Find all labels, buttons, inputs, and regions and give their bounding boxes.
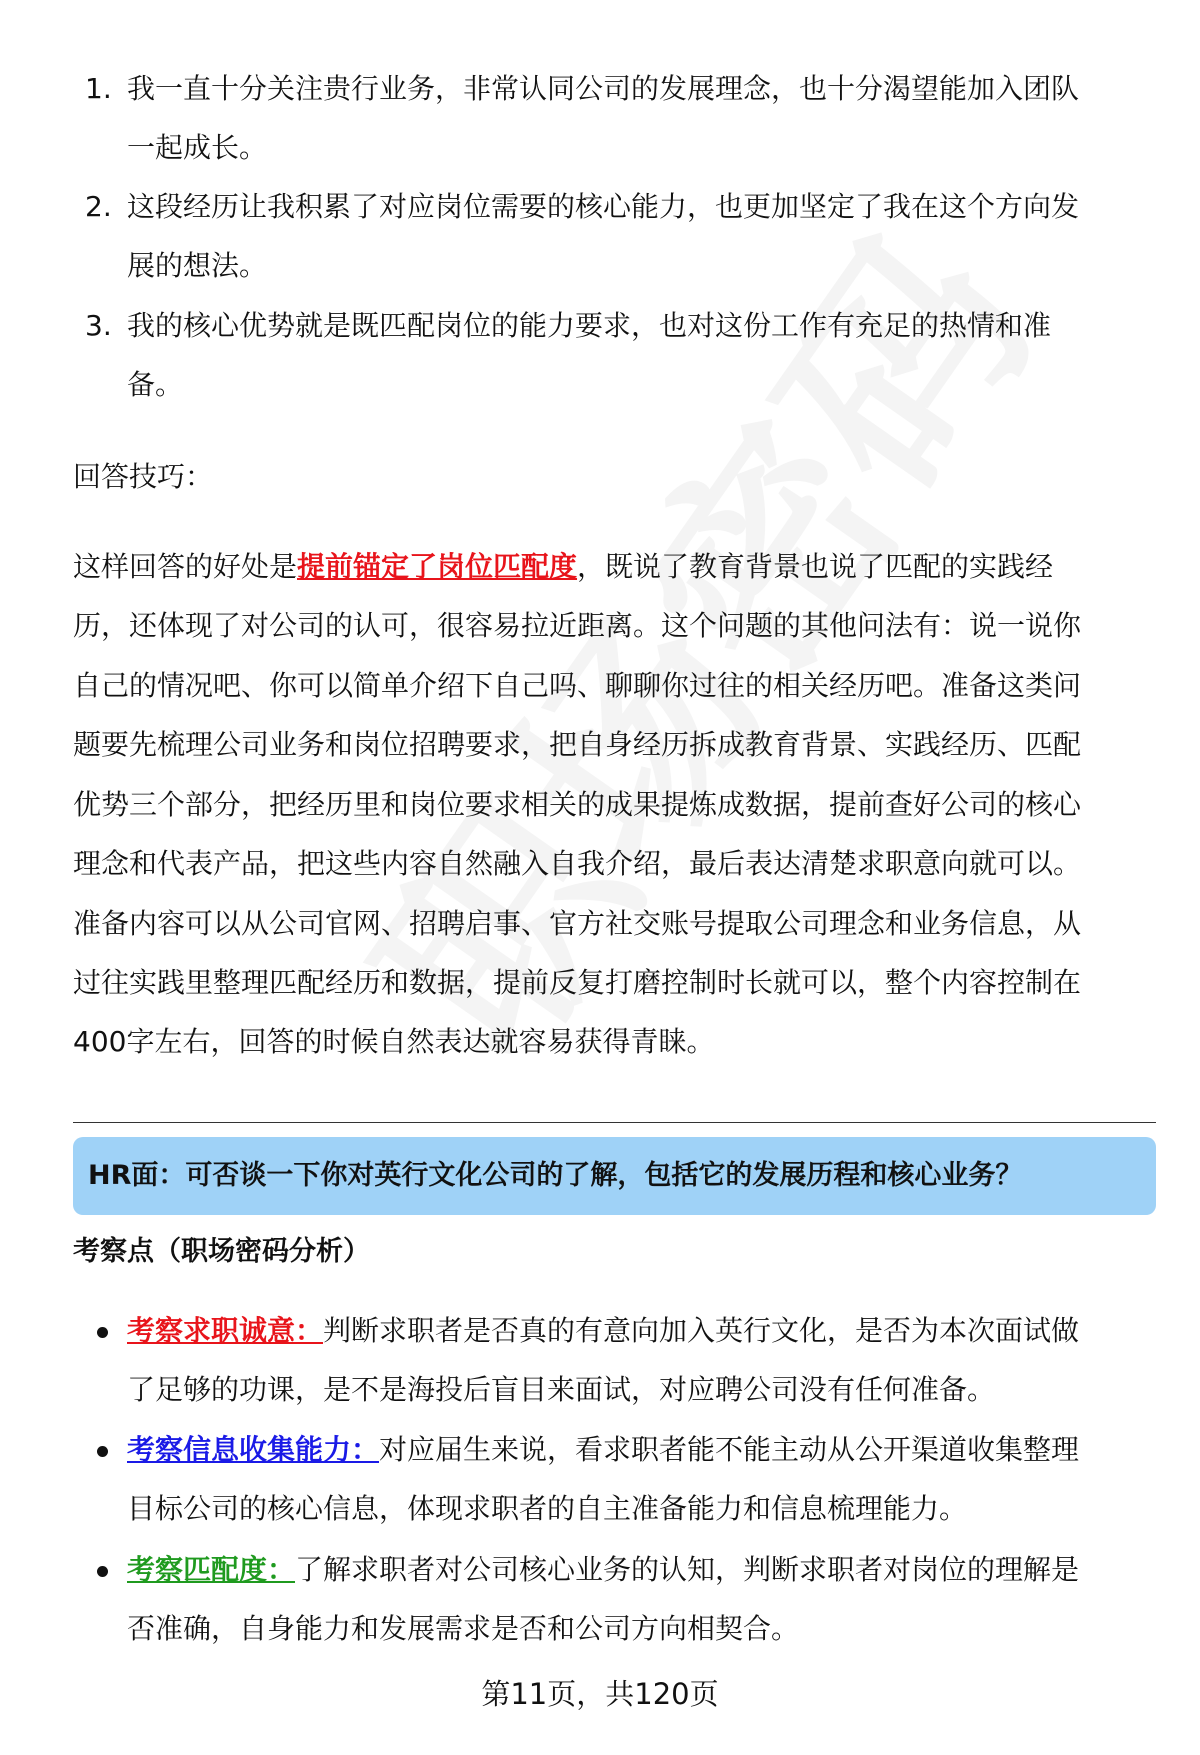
tips-prefix: 这样回答的好处是: [73, 550, 298, 583]
list-number: 1.: [85, 72, 112, 105]
points-heading: 考察点（职场密码分析）: [73, 1236, 370, 1267]
tips-suffix: ，既说了教育背景也说了匹配的实践经: [577, 550, 1054, 583]
tips-line: 优势三个部分，把经历里和岗位要求相关的成果提炼成数据，提前查好公司的核心: [73, 788, 1082, 821]
tips-line: 理念和代表产品，把这些内容自然融入自我介绍，最后表达清楚求职意向就可以。: [73, 847, 1082, 880]
point-label: 考察求职诚意：: [127, 1314, 324, 1347]
point-line: [127, 1552, 1079, 1588]
point-text: 判断求职者是否真的有意向加入英行文化，是否为本次面试做: [323, 1314, 1080, 1347]
tips-line: 准备内容可以从公司官网、招聘启事、官方社交账号提取公司理念和业务信息，从: [73, 907, 1082, 940]
question-text: HR面：可否谈一下你对英行文化公司的了解，包括它的发展历程和核心业务？: [88, 1160, 1023, 1191]
list-item-text: 这段经历让我积累了对应岗位需要的核心能力，也更加坚定了我在这个方向发: [127, 190, 1080, 223]
tips-highlight: 提前锚定了岗位匹配度: [297, 550, 578, 583]
point-line: 否准确，自身能力和发展需求是否和公司方向相契合。: [127, 1612, 800, 1645]
tips-line: [73, 549, 1053, 585]
bullet-icon: [97, 1446, 108, 1457]
point-label: 考察匹配度：: [127, 1553, 296, 1586]
bullet-icon: [97, 1327, 108, 1338]
list-item-text: 备。: [127, 368, 184, 401]
list-number: 2.: [85, 190, 112, 223]
point-line: [127, 1432, 1079, 1468]
list-item-text: 一起成长。: [127, 131, 268, 164]
tips-line: 题要先梳理公司业务和岗位招聘要求，把自身经历拆成教育背景、实践经历、匹配: [73, 728, 1082, 761]
point-line: [127, 1313, 1079, 1349]
tips-line: 自己的情况吧、你可以简单介绍下自己吗、聊聊你过往的相关经历吧。准备这类问: [73, 669, 1082, 702]
point-line: 了足够的功课，是不是海投后盲目来面试，对应聘公司没有任何准备。: [127, 1373, 996, 1406]
point-line: 目标公司的核心信息，体现求职者的自主准备能力和信息梳理能力。: [127, 1492, 968, 1525]
list-number: 3.: [85, 309, 112, 342]
point-text: 了解求职者对公司核心业务的认知，判断求职者对岗位的理解是: [295, 1553, 1080, 1586]
list-item-text: 展的想法。: [127, 249, 268, 282]
tips-line: 400字左右，回答的时候自然表达就容易获得青睐。: [73, 1025, 715, 1058]
point-label: 考察信息收集能力：: [127, 1433, 380, 1466]
list-item-text: 我一直十分关注贵行业务，非常认同公司的发展理念，也十分渴望能加入团队: [127, 72, 1080, 105]
point-text: 对应届生来说，看求职者能不能主动从公开渠道收集整理: [379, 1433, 1080, 1466]
question-box: [73, 1137, 1156, 1215]
bullet-icon: [97, 1566, 108, 1577]
page-number: 第11页，共120页: [481, 1677, 719, 1711]
tips-label: 回答技巧：: [73, 460, 214, 493]
divider: [73, 1122, 1156, 1123]
list-item-text: 我的核心优势就是既匹配岗位的能力要求，也对这份工作有充足的热情和准: [127, 309, 1052, 342]
tips-line: 过往实践里整理匹配经历和数据，提前反复打磨控制时长就可以，整个内容控制在: [73, 966, 1082, 999]
tips-line: 历，还体现了对公司的认可，很容易拉近距离。这个问题的其他问法有：说一说你: [73, 609, 1082, 642]
